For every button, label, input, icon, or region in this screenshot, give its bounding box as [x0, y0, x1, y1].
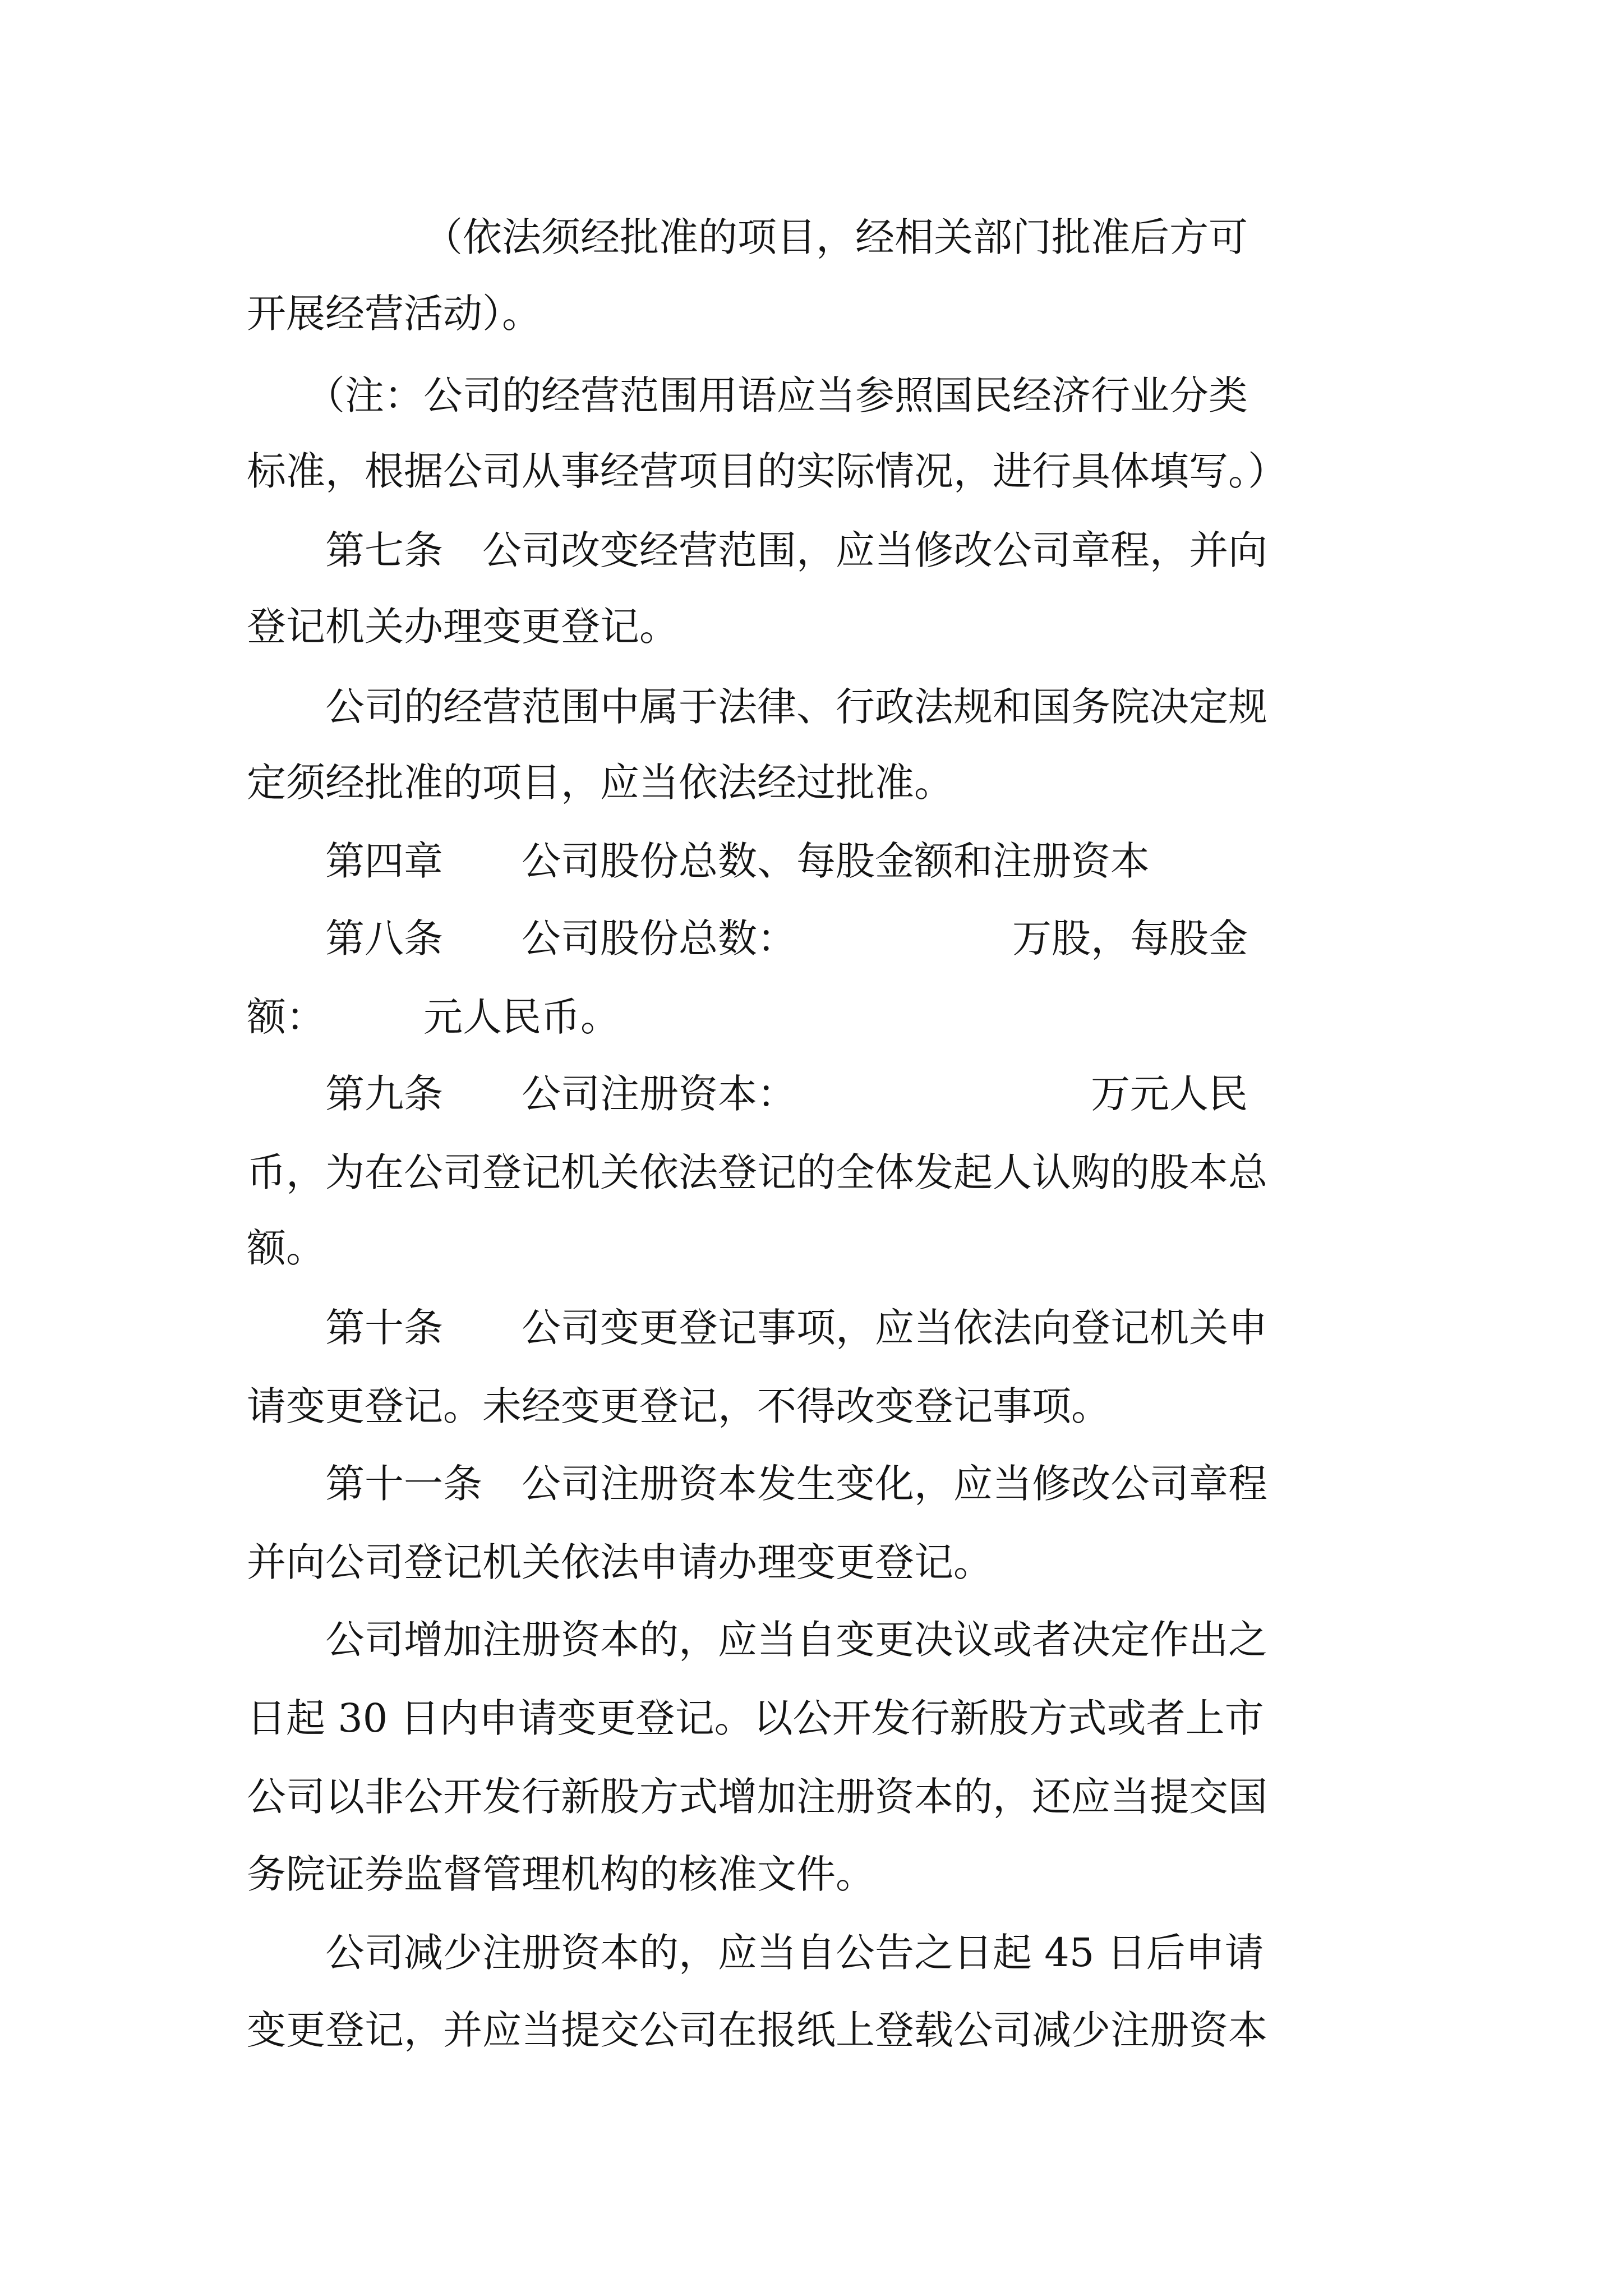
text-line: （依法须经批准的项目，经相关部门批准后方可	[247, 214, 1248, 260]
text-line: 公司的经营范围中属于法律、行政法规和国务院决定规	[247, 684, 1267, 730]
text-line: 公司以非公开发行新股方式增加注册资本的，还应当提交国	[247, 1774, 1267, 1820]
text-line: 第九条 公司注册资本： 万元人民	[247, 1071, 1248, 1117]
text-line: 开展经营活动）。	[247, 291, 541, 337]
text-line: 日起 30 日内申请变更登记。以公开发行新股方式或者上市	[247, 1695, 1264, 1741]
text-line: 第十条 公司变更登记事项，应当依法向登记机关申	[247, 1305, 1267, 1351]
text-line: 并向公司登记机关依法申请办理变更登记。	[247, 1539, 993, 1585]
text-line: 第七条 公司改变经营范围，应当修改公司章程，并向	[247, 527, 1267, 573]
text-line: 第十一条 公司注册资本发生变化，应当修改公司章程	[247, 1461, 1267, 1507]
text-line: 第八条 公司股份总数： 万股，每股金	[247, 915, 1248, 961]
text-line: 额。	[247, 1225, 325, 1271]
text-line: 请变更登记。未经变更登记，不得改变登记事项。	[247, 1383, 1110, 1429]
text-line: （注：公司的经营范围用语应当参照国民经济行业分类	[247, 372, 1248, 418]
chapter-heading: 第四章 公司股份总数、每股金额和注册资本	[247, 838, 1150, 884]
text-line: 定须经批准的项目，应当依法经过批准。	[247, 760, 953, 806]
text-line: 公司增加注册资本的，应当自变更决议或者决定作出之	[247, 1617, 1267, 1663]
text-line: 公司减少注册资本的，应当自公告之日起 45 日后申请	[247, 1930, 1264, 1976]
text-line: 变更登记，并应当提交公司在报纸上登载公司减少注册资本	[247, 2007, 1267, 2053]
text-line: 币，为在公司登记机关依法登记的全体发起人认购的股本总	[247, 1149, 1267, 1195]
text-line: 务院证券监督管理机构的核准文件。	[247, 1851, 875, 1897]
text-line: 登记机关办理变更登记。	[247, 604, 679, 650]
text-line: 标准，根据公司从事经营项目的实际情况，进行具体填写。）	[247, 448, 1287, 494]
text-line: 额： 元人民币。	[247, 994, 620, 1040]
